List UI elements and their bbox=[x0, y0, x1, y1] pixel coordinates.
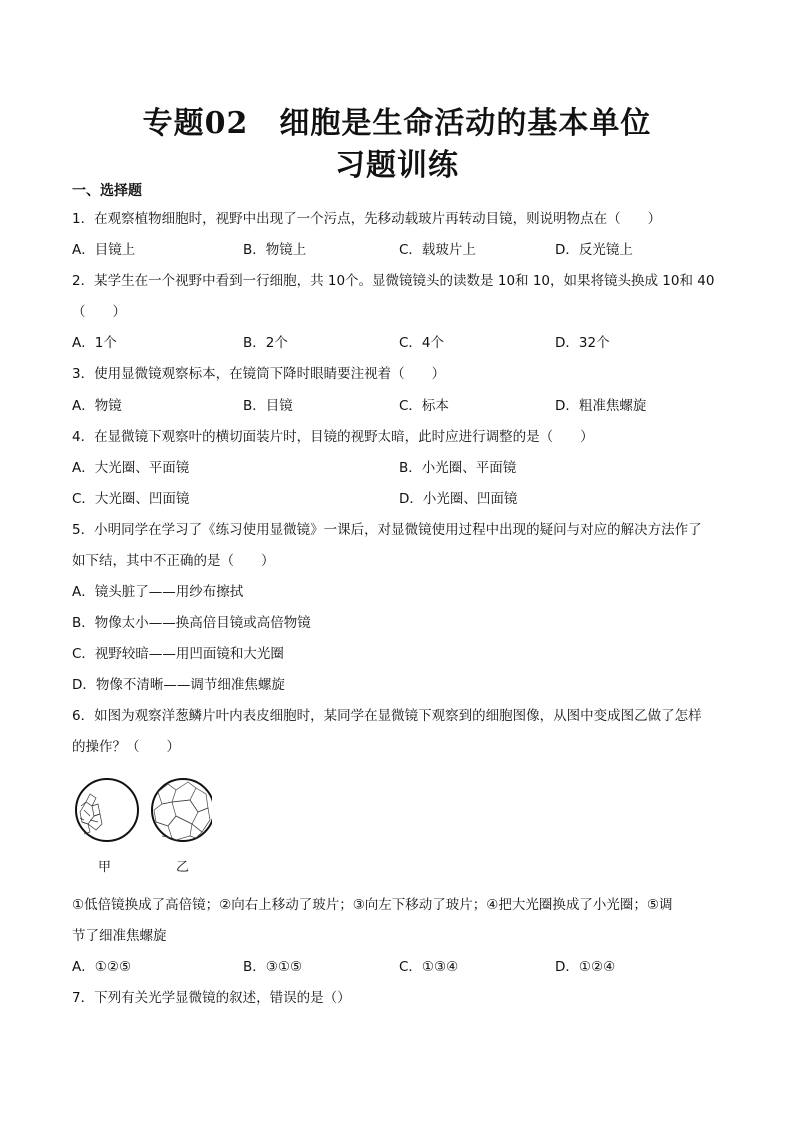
q2-option-a: A．1个 bbox=[72, 335, 117, 351]
section-heading: 一、选择题 bbox=[72, 183, 142, 199]
microscope-fields-illustration bbox=[72, 772, 212, 852]
question-2-stem-cont: （ ） bbox=[72, 304, 126, 320]
figure-label-yi: 乙 bbox=[176, 860, 190, 875]
q5-option-b: B．物像太小——换高倍目镜或高倍物镜 bbox=[72, 615, 311, 631]
q4-option-a: A．大光圈、平面镜 bbox=[72, 460, 190, 476]
page-subtitle: 习题训练 bbox=[335, 148, 459, 183]
q5-option-c: C．视野较暗——用凹面镜和大光圈 bbox=[72, 646, 284, 662]
question-5-stem: 5．小明同学在学习了《练习使用显微镜》一课后，对显微镜使用过程中出现的疑问与对应的解决方法作了 bbox=[72, 522, 702, 538]
q3-option-c: C．标本 bbox=[399, 398, 449, 414]
question-1-stem: 1．在观察植物细胞时，视野中出现了一个污点，先移动载玻片再转动目镜，则说明物点在（ ） bbox=[72, 211, 662, 227]
q1-option-b: B．物镜上 bbox=[243, 242, 307, 258]
q6-option-d: D．①②④ bbox=[555, 959, 616, 975]
question-4-stem: 4．在显微镜下观察叶的横切面装片时，目镜的视野太暗，此时应进行调整的是（ ） bbox=[72, 429, 594, 445]
q6-option-b: B．③①⑤ bbox=[243, 959, 303, 975]
q6-option-c: C．①③④ bbox=[399, 959, 459, 975]
q3-option-d: D．粗准焦螺旋 bbox=[555, 398, 647, 414]
question-6-stem: 6．如图为观察洋葱鳞片叶内表皮细胞时，某同学在显微镜下观察到的细胞图像，从图中变成图乙做了怎样 bbox=[72, 708, 702, 724]
q1-option-d: D．反光镜上 bbox=[555, 242, 633, 258]
q4-option-b: B．小光圈、平面镜 bbox=[399, 460, 517, 476]
question-5-stem-cont: 如下结，其中不正确的是（ ） bbox=[72, 553, 275, 569]
q4-option-c: C．大光圈、凹面镜 bbox=[72, 491, 190, 507]
question-7-stem: 7．下列有关光学显微镜的叙述，错误的是（） bbox=[72, 990, 351, 1006]
q3-option-a: A．物镜 bbox=[72, 398, 122, 414]
field-jia-circle bbox=[76, 779, 138, 841]
q2-option-d: D．32个 bbox=[555, 335, 610, 351]
question-6-steps-cont: 节了细准焦螺旋 bbox=[72, 928, 167, 944]
q5-option-a: A．镜头脏了——用纱布擦拭 bbox=[72, 584, 244, 600]
q5-option-d: D．物像不清晰——调节细准焦螺旋 bbox=[72, 677, 285, 693]
question-3-stem: 3．使用显微镜观察标本，在镜筒下降时眼睛要注视着（ ） bbox=[72, 366, 446, 382]
q2-option-b: B．2个 bbox=[243, 335, 288, 351]
figure-label-jia: 甲 bbox=[98, 860, 112, 875]
microscope-view-figure bbox=[72, 772, 212, 882]
q1-option-c: C．载玻片上 bbox=[399, 242, 476, 258]
q3-option-b: B．目镜 bbox=[243, 398, 293, 414]
q2-option-c: C．4个 bbox=[399, 335, 445, 351]
q6-option-a: A．①②⑤ bbox=[72, 959, 132, 975]
page-title: 专题02 细胞是生命活动的基本单位 bbox=[142, 106, 652, 141]
question-2-stem: 2．某学生在一个视野中看到一行细胞，共 10个。显微镜镜头的读数是 10和 10，如果将镜头换成 10和 40 bbox=[72, 273, 715, 289]
question-6-stem-cont: 的操作？（ ） bbox=[72, 739, 180, 755]
q4-option-d: D．小光圈、凹面镜 bbox=[399, 491, 518, 507]
question-6-steps: ①低倍镜换成了高倍镜；②向右上移动了玻片；③向左下移动了玻片；④把大光圈换成了小光圈；⑤调 bbox=[72, 897, 673, 913]
q1-option-a: A．目镜上 bbox=[72, 242, 136, 258]
